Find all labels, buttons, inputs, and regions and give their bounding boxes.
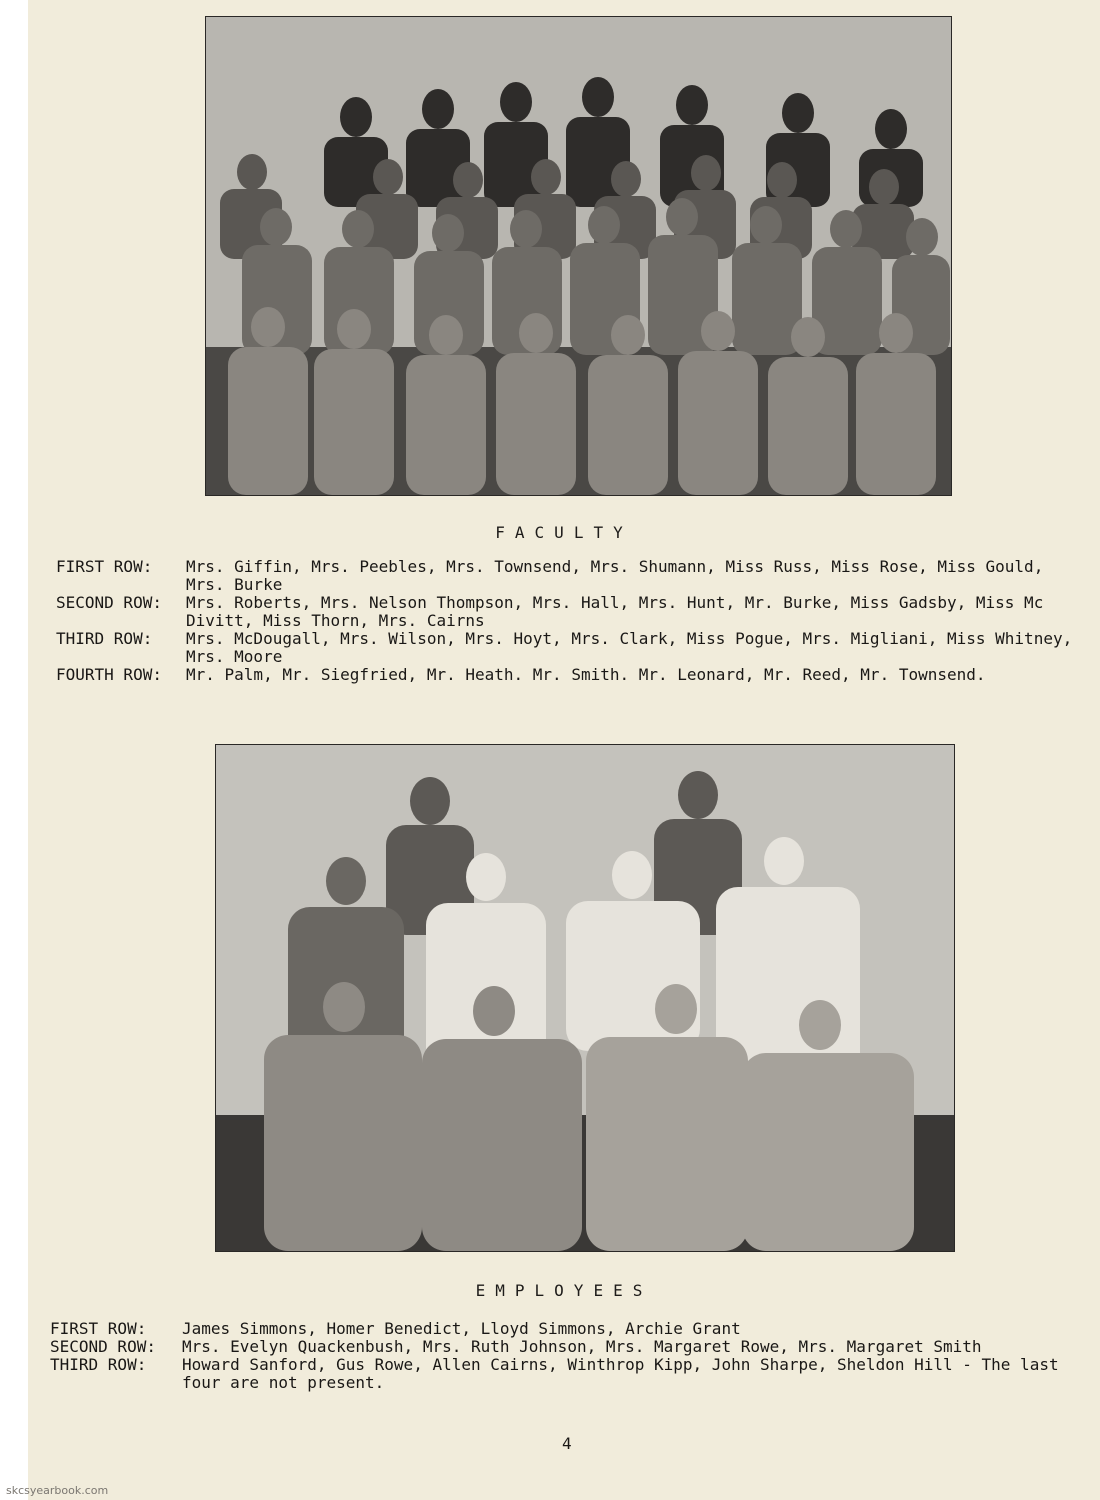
row-names: James Simmons, Homer Benedict, Lloyd Simmons, Archie Grant xyxy=(182,1319,741,1338)
row-names: Mrs. Roberts, Mrs. Nelson Thompson, Mrs. Hall, Mrs. Hunt, Mr. Burke, Miss Gadsby, Miss Mc Divitt, Miss Thorn, Mrs. Cairns xyxy=(186,593,1044,630)
row-label: SECOND ROW: xyxy=(50,1337,156,1356)
row-label: FOURTH ROW: xyxy=(56,665,162,684)
row-label: FIRST ROW: xyxy=(50,1319,147,1338)
row-names: Mrs. Giffin, Mrs. Peebles, Mrs. Townsend, Mrs. Shumann, Miss Russ, Miss Rose, Miss Gould, Mrs. Burke xyxy=(186,557,1044,594)
yearbook-page xyxy=(28,0,1100,1500)
employees-row xyxy=(50,1356,1070,1392)
row-label: FIRST ROW: xyxy=(56,557,153,576)
faculty-row xyxy=(56,594,1076,630)
row-label: SECOND ROW: xyxy=(56,593,162,612)
faculty-row xyxy=(56,558,1076,594)
faculty-heading: FACULTY xyxy=(495,523,633,542)
row-names: Mr. Palm, Mr. Siegfried, Mr. Heath. Mr. Smith. Mr. Leonard, Mr. Reed, Mr. Townsend. xyxy=(186,665,986,684)
row-names: Howard Sanford, Gus Rowe, Allen Cairns, Winthrop Kipp, John Sharpe, Sheldon Hill - The last four are not present. xyxy=(182,1355,1059,1392)
employees-caption xyxy=(50,1320,1070,1392)
employees-heading: EMPLOYEES xyxy=(475,1281,653,1300)
row-label: THIRD ROW: xyxy=(56,629,153,648)
row-label: THIRD ROW: xyxy=(50,1355,147,1374)
faculty-photo-figures xyxy=(206,17,951,495)
faculty-row xyxy=(56,630,1076,666)
employees-row xyxy=(50,1338,1070,1356)
employees-photo-figures xyxy=(216,745,954,1251)
employees-group-photo xyxy=(215,744,955,1252)
page-number: 4 xyxy=(562,1434,572,1453)
faculty-caption xyxy=(56,558,1076,684)
employees-row xyxy=(50,1320,1070,1338)
row-names: Mrs. Evelyn Quackenbush, Mrs. Ruth Johnson, Mrs. Margaret Rowe, Mrs. Margaret Smith xyxy=(182,1337,982,1356)
row-names: Mrs. McDougall, Mrs. Wilson, Mrs. Hoyt, Mrs. Clark, Miss Pogue, Mrs. Migliani, Miss Whitney, Mrs. Moore xyxy=(186,629,1073,666)
faculty-row xyxy=(56,666,1076,684)
faculty-group-photo xyxy=(205,16,952,496)
watermark-text: skcsyearbook.com xyxy=(6,1484,109,1497)
